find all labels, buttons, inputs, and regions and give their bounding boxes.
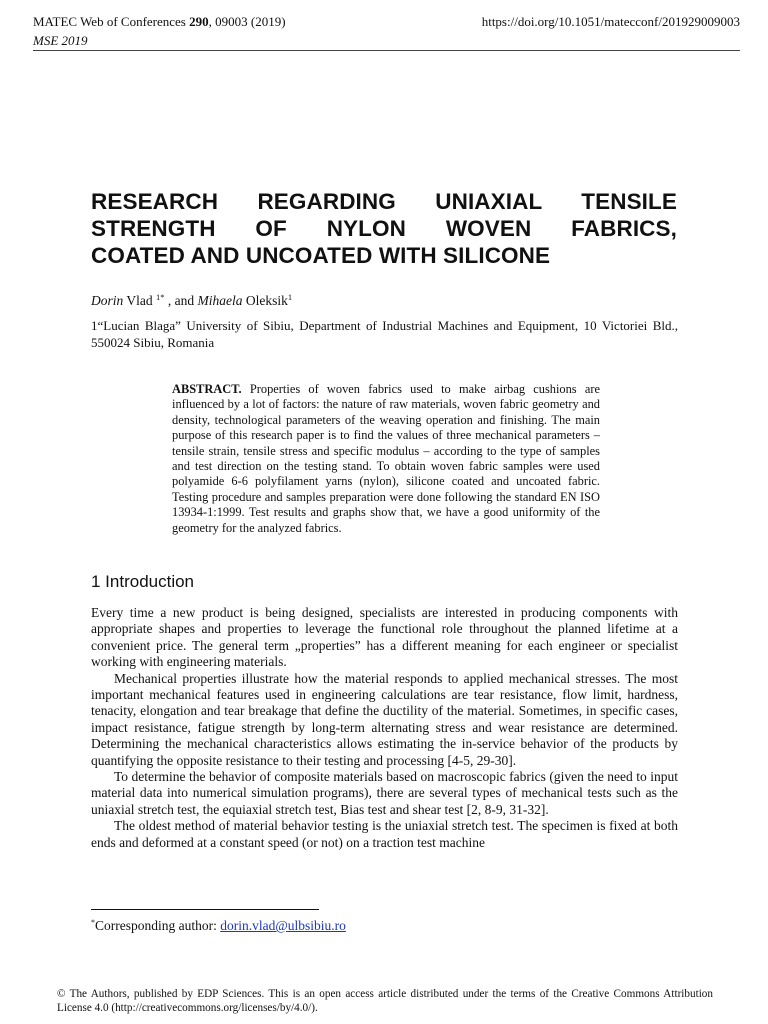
abstract-label: ABSTRACT. [172, 382, 242, 396]
author-first-name: Mihaela [197, 293, 243, 308]
author-last-name: Vlad [123, 293, 157, 308]
author-affiliation-mark: 1* [156, 292, 165, 302]
doi-link[interactable]: https://doi.org/10.1051/matecconf/201929009003 [481, 14, 740, 29]
journal-volume: 290 [189, 14, 209, 29]
paper-title [91, 188, 677, 269]
author-last-name: Oleksik [242, 293, 288, 308]
footnote-divider [91, 909, 319, 910]
section-heading: 1 Introduction [91, 572, 195, 591]
footnote [91, 918, 346, 934]
paragraph: Every time a new product is being designed, specialists are interested in producing components with appropriate shapes and properties to leverage the functional role throughout the planned lifetime at a convenient price. The general term „properties” has a different meaning for each engineer or specialist working with engineering materials. [91, 605, 678, 670]
license-notice: © The Authors, published by EDP Sciences. This is an open access article distributed under the terms of the Creative Commons Attribution License 4.0 (http://creativecommons.org/licenses/by/4.0/). [57, 988, 713, 1014]
title-line: STRENGTH OF NYLON WOVEN FABRICS, [91, 216, 677, 241]
footnote-label: Corresponding author: [95, 918, 221, 933]
header-divider [33, 50, 740, 51]
title-line: COATED AND UNCOATED WITH SILICONE [91, 243, 551, 268]
title-line: RESEARCH REGARDING UNIAXIAL TENSILE [91, 189, 677, 214]
author-affiliation-mark: 1 [287, 292, 293, 302]
author-first-name: Dorin [91, 293, 124, 308]
author-email-link[interactable]: dorin.vlad@ulbsibiu.ro [220, 918, 346, 933]
abstract [172, 382, 600, 536]
conference-name: MSE 2019 [33, 33, 88, 48]
paragraph: Mechanical properties illustrate how the material responds to applied mechanical stresses. The most important mechanical features used in engineering calculations are tear resistance, flow limit, hardness, tenacity, elongation and tear breakage that define the ductility of the material. Sometimes, in specific cases, impact resistance, fatigue strength by long-term alternating stress and wear resistance are determined. Determining the mechanical characteristics allows estimating the in-service behavior of the products by quantifying the opposite resistance to their testing and processing [4-5, 29-30]. [91, 670, 678, 768]
abstract-text: Properties of woven fabrics used to make airbag cushions are influenced by a lot of factors: the nature of raw materials, woven fabric geometry and density, technological parameters of the weaving operation and finishing. The main purpose of this research paper is to find the values of three mechanical parameters – tensile strain, tensile stress and specific modulus – according to the type of samples and test direction on the testing stand. To obtain woven fabric samples were used polyamide 6-6 polyfilament yarns (nylon), silicone coated and uncoated fabric. Testing procedure and samples preparation were done following the standard EN ISO 13934-1:1999. Test results and graphs show that, we have a good uniformity of the geometry for the analyzed fabrics. [172, 382, 600, 535]
article-number: , 09003 (2019) [208, 14, 286, 29]
author-separator: , and [164, 293, 198, 308]
paragraph: The oldest method of material behavior testing is the uniaxial stretch test. The specimen is fixed at both ends and deformed at a constant speed (or not) on a traction test machine [91, 818, 678, 850]
journal-name: MATEC Web of Conferences [33, 14, 190, 29]
author-list [91, 292, 292, 309]
footnote-mark: * [91, 918, 95, 927]
journal-citation [33, 13, 286, 30]
body-text [91, 605, 678, 851]
paragraph: To determine the behavior of composite materials based on macroscopic fabrics (given the need to input material data into numerical simulation programs), there are several types of mechanical tests such as the uniaxial stretch test, the equiaxial stretch test, Bias test and shear test [2, 8-9, 31-32]. [91, 769, 678, 817]
affiliation: 1“Lucian Blaga” University of Sibiu, Department of Industrial Machines and Equipment, 10 Victoriei Bld., 550024 Sibiu, Romania [91, 318, 678, 350]
